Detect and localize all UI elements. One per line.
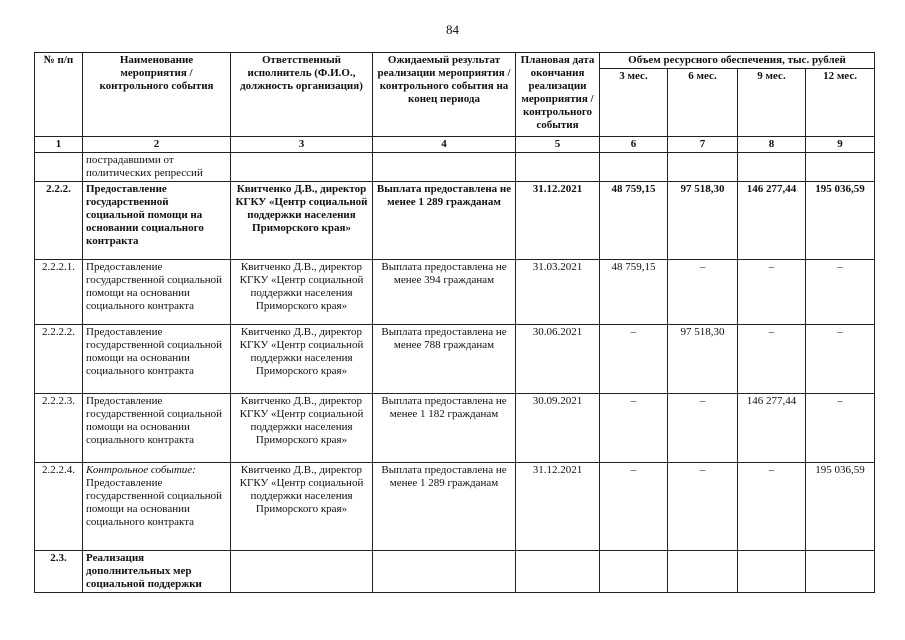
table-row (35, 260, 875, 325)
row-9m: 146 277,44 (738, 394, 806, 463)
row-num: 2.2.2.4. (35, 463, 83, 551)
row-name: Предоставление государственной социальной помощи на основании социального контракта (83, 325, 231, 394)
col-number: 8 (738, 137, 806, 153)
row-date: 30.06.2021 (516, 325, 600, 394)
col-number: 5 (516, 137, 600, 153)
header-name: Наименование мероприятия / контрольного события (83, 53, 231, 137)
header-result: Ожидаемый результат реализации мероприятия / контрольного события на конец периода (373, 53, 516, 137)
header-3m: 3 мес. (600, 69, 668, 137)
row-date: 31.03.2021 (516, 260, 600, 325)
row-num: 2.2.2.1. (35, 260, 83, 325)
row-name: Предоставление государственной социальной помощи на основании социального контракта (83, 260, 231, 325)
resource-plan-table (34, 52, 875, 593)
row-executor: Квитченко Д.В., директор КГКУ «Центр социальной поддержки населения Приморского края» (231, 182, 373, 260)
row-num: 2.2.2.3. (35, 394, 83, 463)
row-date: 31.12.2021 (516, 182, 600, 260)
row-executor: Квитченко Д.В., директор КГКУ «Центр социальной поддержки населения Приморского края» (231, 394, 373, 463)
row-12m: 195 036,59 (806, 182, 875, 260)
col-number: 1 (35, 137, 83, 153)
row-name: Предоставление государственной социальной помощи на основании социального контракта (86, 477, 223, 528)
col-number: 7 (668, 137, 738, 153)
row-name-cell (83, 463, 231, 551)
row-result: Выплата предоставлена не менее 394 гражданам (373, 260, 516, 325)
header-executor: Ответственный исполнитель (Ф.И.О., должность организация) (231, 53, 373, 137)
row-3m: – (600, 394, 668, 463)
row-12m: – (806, 325, 875, 394)
row-name: Предоставление государственной социальной помощи на основании социального контракта (83, 394, 231, 463)
row-result: Выплата предоставлена не менее 1 182 гражданам (373, 394, 516, 463)
table-row (35, 551, 875, 593)
header-num: № п/п (35, 53, 83, 137)
col-number: 3 (231, 137, 373, 153)
table-row (35, 394, 875, 463)
row-12m: – (806, 260, 875, 325)
header-9m: 9 мес. (738, 69, 806, 137)
row-9m: – (738, 463, 806, 551)
col-number: 4 (373, 137, 516, 153)
row-result: Выплата предоставлена не менее 1 289 гражданам (373, 182, 516, 260)
continuation-row (35, 153, 875, 182)
row-num: 2.3. (35, 551, 83, 593)
continuation-name: пострадавшими от политических репрессий (83, 153, 231, 182)
table-row (35, 182, 875, 260)
column-number-row (35, 137, 875, 153)
row-6m: 97 518,30 (668, 325, 738, 394)
row-result: Выплата предоставлена не менее 788 гражданам (373, 325, 516, 394)
row-executor: Квитченко Д.В., директор КГКУ «Центр социальной поддержки населения Приморского края» (231, 260, 373, 325)
header-6m: 6 мес. (668, 69, 738, 137)
row-executor: Квитченко Д.В., директор КГКУ «Центр социальной поддержки населения Приморского края» (231, 463, 373, 551)
row-6m: – (668, 463, 738, 551)
header-resources: Объем ресурсного обеспечения, тыс. рублей (600, 53, 875, 69)
row-12m: 195 036,59 (806, 463, 875, 551)
row-date: 30.09.2021 (516, 394, 600, 463)
row-3m: – (600, 463, 668, 551)
table-row (35, 325, 875, 394)
row-name: Предоставление государственной социальной помощи на основании социального контракта (83, 182, 231, 260)
row-6m: – (668, 260, 738, 325)
row-6m: – (668, 394, 738, 463)
row-12m: – (806, 394, 875, 463)
row-3m: 48 759,15 (600, 260, 668, 325)
col-number: 9 (806, 137, 875, 153)
header-row (35, 53, 875, 69)
control-event-label: Контрольное событие: (86, 464, 196, 476)
row-6m: 97 518,30 (668, 182, 738, 260)
row-date: 31.12.2021 (516, 463, 600, 551)
table-row (35, 463, 875, 551)
row-9m: – (738, 325, 806, 394)
col-number: 6 (600, 137, 668, 153)
row-num: 2.2.2.2. (35, 325, 83, 394)
row-result: Выплата предоставлена не менее 1 289 гражданам (373, 463, 516, 551)
page-number: 84 (446, 22, 459, 37)
row-3m: – (600, 325, 668, 394)
row-9m: – (738, 260, 806, 325)
header-date: Плановая дата окончания реализации мероприятия / контрольного события (516, 53, 600, 137)
header-12m: 12 мес. (806, 69, 875, 137)
row-executor: Квитченко Д.В., директор КГКУ «Центр социальной поддержки населения Приморского края» (231, 325, 373, 394)
row-9m: 146 277,44 (738, 182, 806, 260)
col-number: 2 (83, 137, 231, 153)
row-name: Реализация дополнительных мер социальной поддержки (83, 551, 231, 593)
row-num: 2.2.2. (35, 182, 83, 260)
row-3m: 48 759,15 (600, 182, 668, 260)
